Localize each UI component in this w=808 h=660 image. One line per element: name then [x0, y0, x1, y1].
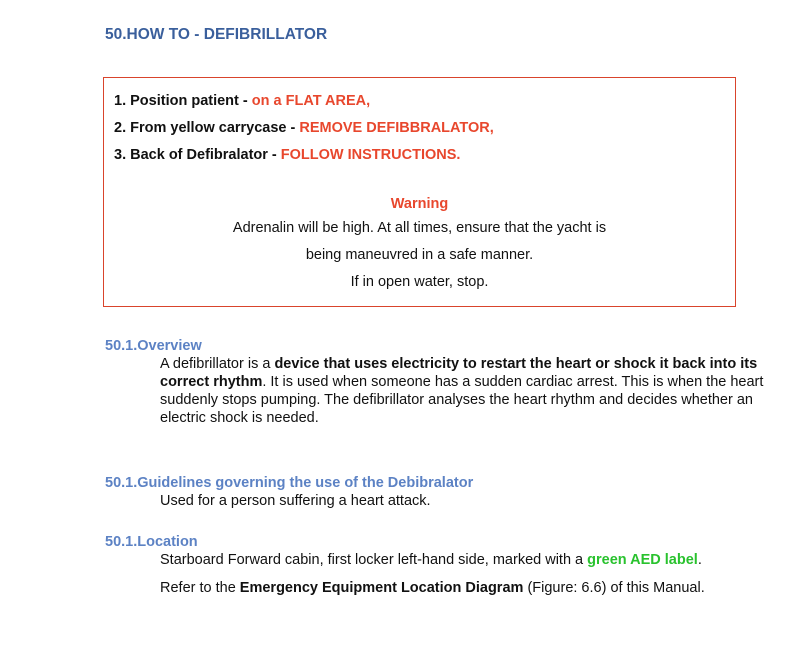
location-text-prefix: Starboard Forward cabin, first locker left-hand side, marked with a: [160, 552, 588, 568]
overview-heading: 50.1.Overview: [105, 338, 202, 354]
step-action: on a FLAT AREA,: [251, 93, 371, 109]
warning-line: If in open water, stop.: [350, 274, 489, 290]
warning-line: Adrenalin will be high. At all times, ensure that the yacht is: [232, 220, 607, 236]
page-title: 50.HOW TO - DEFIBRILLATOR: [105, 26, 328, 43]
location-text-suffix: .: [697, 552, 702, 568]
guidelines-section: [105, 474, 765, 510]
location-heading: 50.1.Location: [105, 534, 198, 550]
refer-text-prefix: Refer to the: [160, 580, 240, 596]
guidelines-body: [160, 492, 765, 510]
location-body: [160, 551, 765, 597]
step-lead: 3. Back of Defibralator -: [114, 147, 281, 163]
overview-section: [105, 337, 765, 427]
warning-line: being maneuvred in a safe manner.: [305, 247, 534, 263]
refer-text-suffix: (Figure: 6.6) of this Manual.: [523, 580, 705, 596]
location-section: [105, 533, 765, 597]
step-item: [114, 142, 494, 169]
step-item: [114, 88, 494, 115]
guidelines-text: Used for a person suffering a heart attack.: [160, 493, 431, 509]
diagram-reference: Emergency Equipment Location Diagram: [239, 580, 524, 596]
steps-list: [114, 88, 494, 169]
step-item: [114, 115, 494, 142]
overview-text-prefix: A defibrillator is a: [160, 356, 275, 372]
aed-label-text: green AED label: [587, 552, 698, 568]
step-lead: 2. From yellow carrycase -: [114, 120, 300, 136]
overview-text-bold: device that uses electricity to restart the heart or shock it back into its correct rhythm: [160, 356, 758, 390]
overview-body: [160, 355, 765, 427]
warning-block: [104, 193, 735, 296]
guidelines-heading: 50.1.Guidelines governing the use of the Debibralator: [105, 475, 474, 491]
step-action: FOLLOW INSTRUCTIONS.: [280, 147, 461, 163]
step-action: REMOVE DEFIBBRALATOR,: [299, 120, 494, 136]
step-lead: 1. Position patient -: [114, 93, 252, 109]
instructions-box: [103, 77, 736, 307]
warning-title: Warning: [390, 196, 449, 212]
overview-text-suffix: . It is used when someone has a sudden cardiac arrest. This is when the heart suddenly stops pumping. The defibrillator analyses the heart rhythm and decides whether an electric shock is needed.: [160, 374, 764, 426]
